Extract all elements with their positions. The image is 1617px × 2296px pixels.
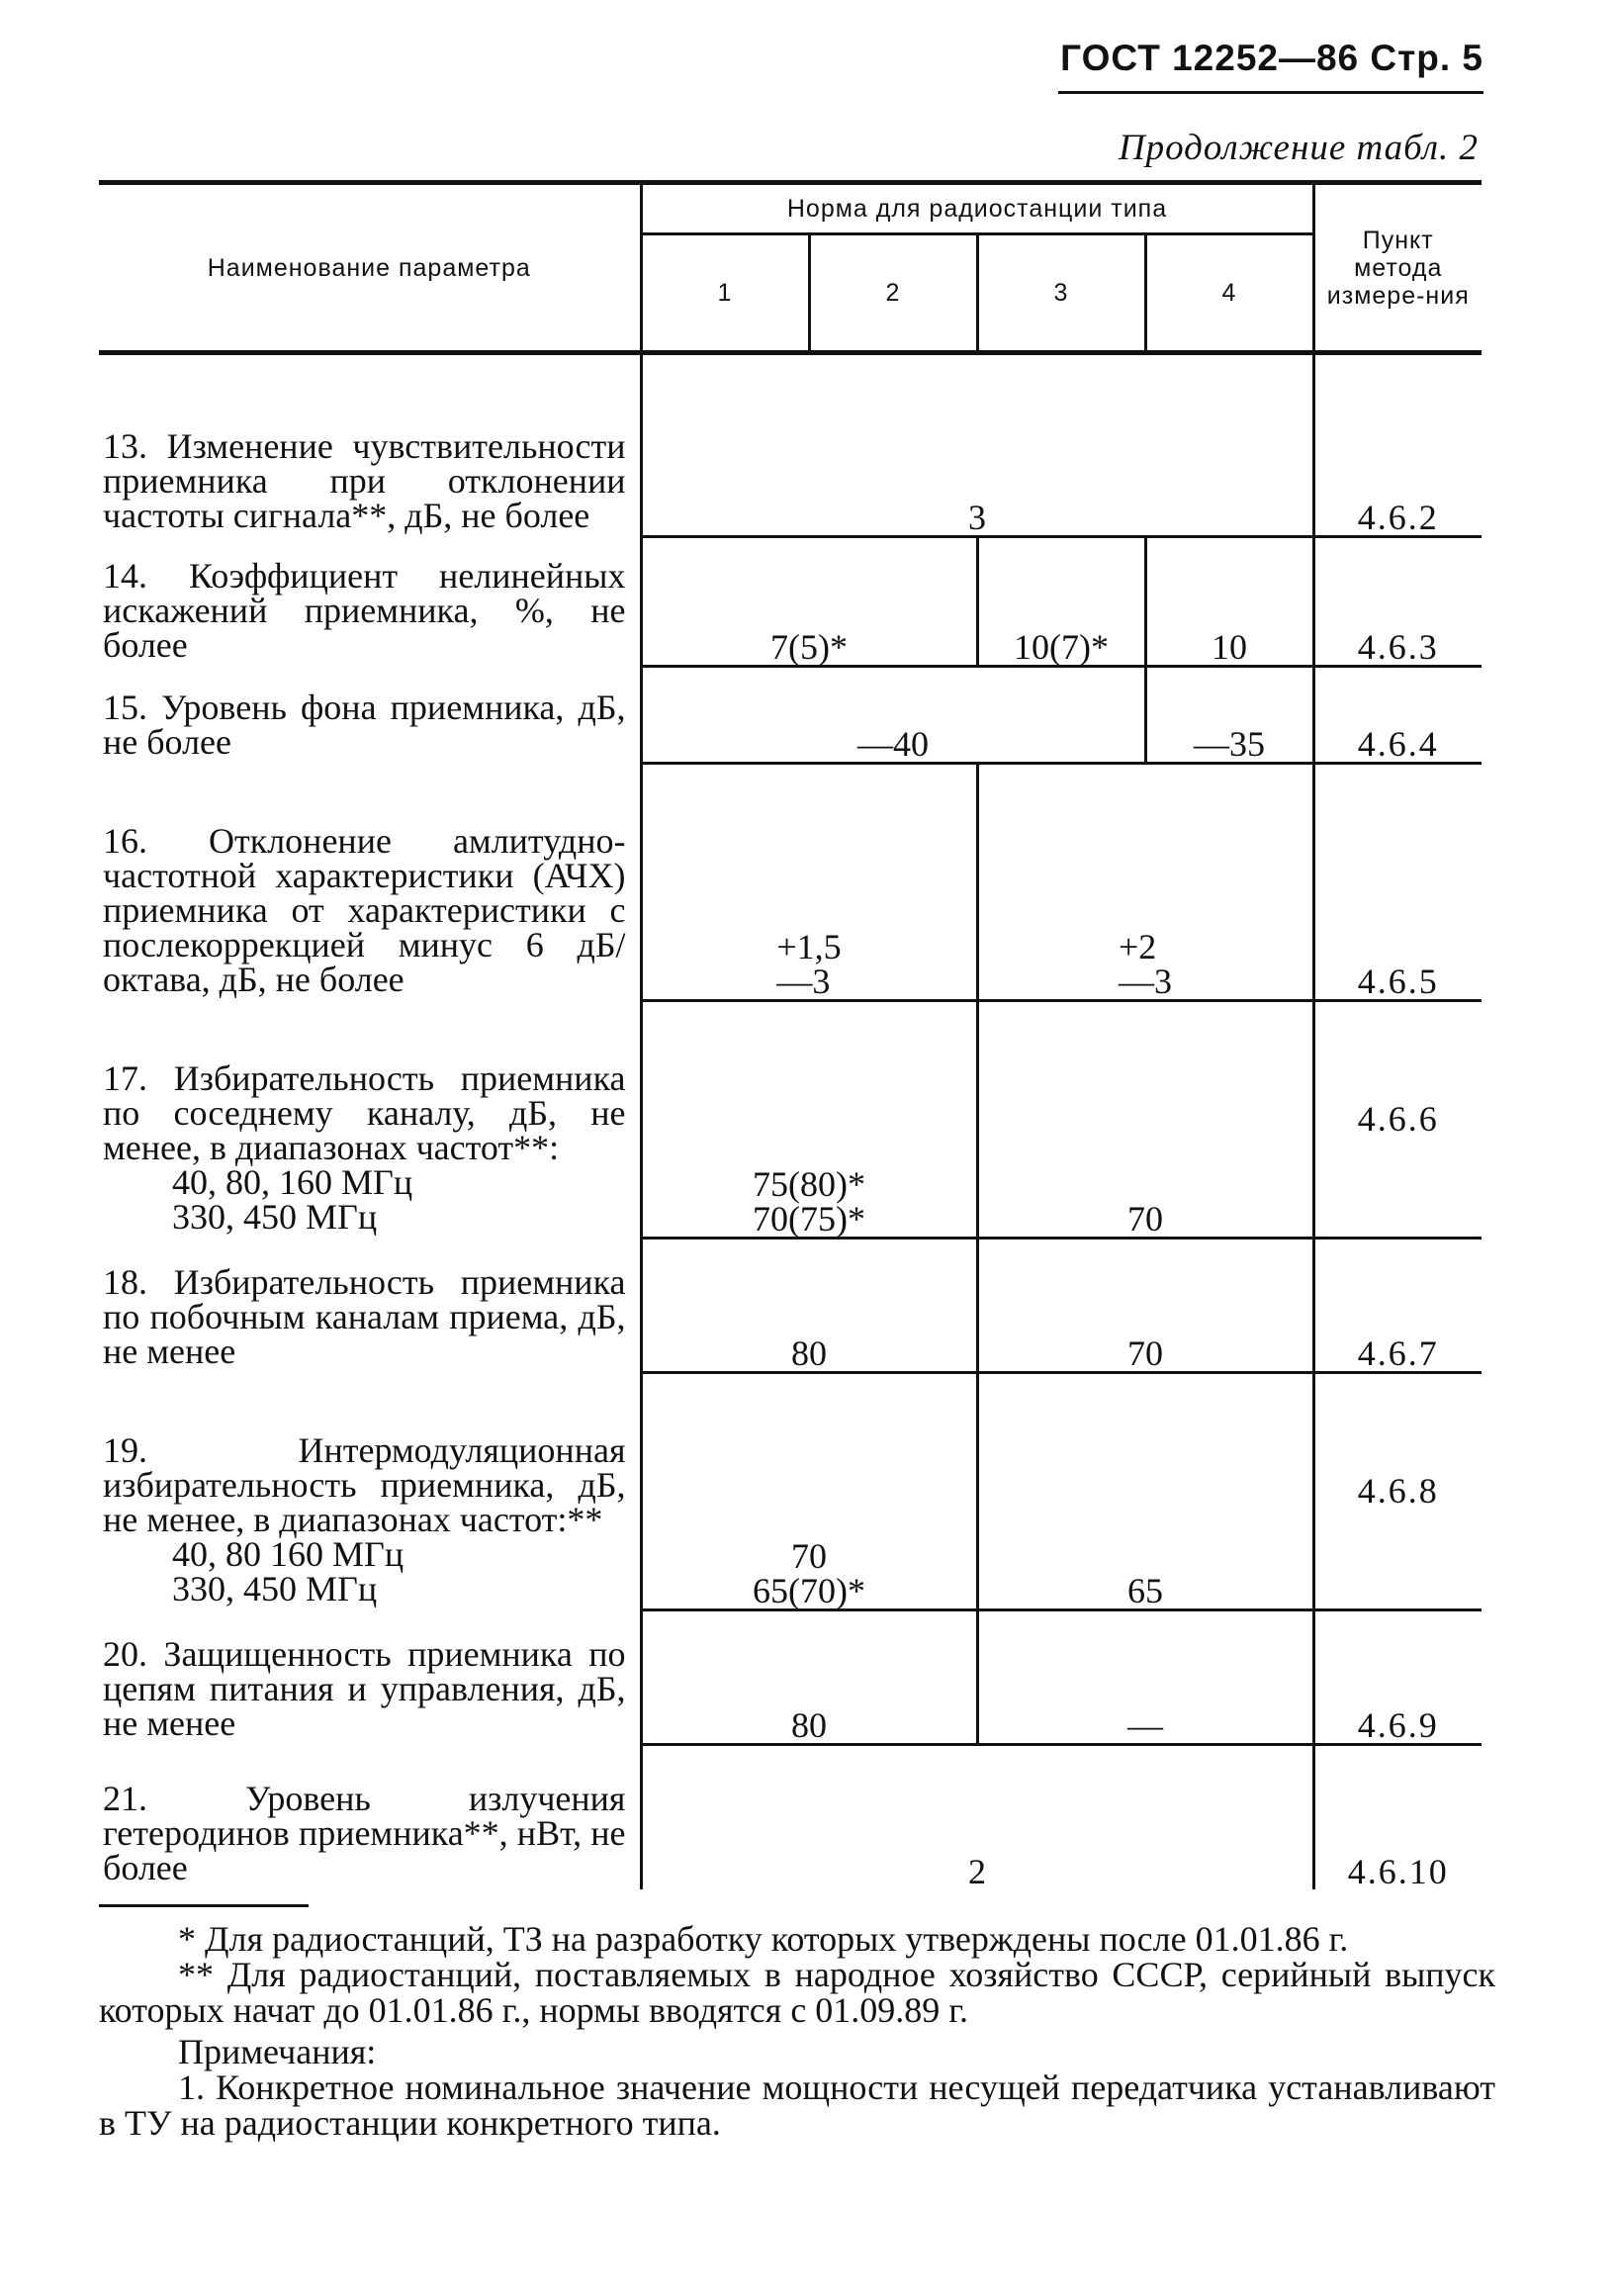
param-name: [99, 1001, 641, 1239]
footnotes: [99, 1904, 1495, 2141]
parameters-table: [99, 180, 1482, 1889]
footnote-2: ** Для радиостанций, поставляемых в народное хозяйство СССР, серийный выпуск которых начат до 01.01.86 г., нормы вводятся с 01.09.89 г.: [99, 1955, 1495, 2030]
param-name-text: 19. Интермодуляционная избирательность приемника, дБ, не менее, в диапазонах частот:**: [103, 1429, 626, 1539]
param-name: 16. Отклонение амлитудно-частотной характеристики (АЧХ) приемника от характеристики с послекоррекцией минус 6 дБ/октава, дБ, не более: [99, 764, 641, 1001]
param-value: 10(7)*: [977, 537, 1145, 667]
param-subrange: 330, 450 МГц: [172, 1568, 378, 1608]
param-value: 70: [977, 1239, 1313, 1373]
table-row: [99, 1373, 1482, 1610]
param-value: 10: [1145, 537, 1313, 667]
param-value: 80: [641, 1610, 977, 1745]
param-value: —: [977, 1610, 1313, 1745]
notes-title: Примечания:: [178, 2032, 377, 2071]
param-value: 70: [977, 1001, 1313, 1239]
tolerance-plus: +1,5: [776, 927, 842, 966]
param-name: 15. Уровень фона приемника, дБ, не более: [99, 667, 641, 764]
param-name: 18. Избирательность приемника по побочным каналам приема, дБ, не менее: [99, 1239, 641, 1373]
header-type-1: 1: [641, 234, 809, 353]
value-range-1: 70: [791, 1536, 827, 1576]
tolerance-minus: —3: [776, 962, 831, 1001]
method-ref: 4.6.2: [1313, 353, 1482, 537]
method-ref: 4.6.4: [1313, 667, 1482, 764]
table-row: [99, 764, 1482, 1001]
table-row: [99, 667, 1482, 764]
value-range-2: 65(70)*: [753, 1571, 865, 1610]
header-parameter-name: Наименование параметра: [99, 183, 641, 353]
header-norm: Норма для радиостанции типа: [641, 183, 1313, 234]
param-value: 2: [968, 1851, 986, 1891]
param-value: [641, 1001, 977, 1239]
header-method: Пункт метода измере-ния: [1313, 183, 1482, 353]
header-type-4: 4: [1145, 234, 1313, 353]
table-continuation-label: Продолжение табл. 2: [1118, 128, 1479, 168]
method-ref: 4.6.8: [1313, 1373, 1482, 1610]
method-ref: 4.6.5: [1313, 764, 1482, 1001]
method-ref: 4.6.7: [1313, 1239, 1482, 1373]
table-header-row: [99, 183, 1482, 234]
param-subrange: 40, 80 160 МГц: [172, 1533, 404, 1574]
header-type-3: 3: [977, 234, 1145, 353]
param-name: 20. Защищенность приемника по цепям питания и управления, дБ, не менее: [99, 1610, 641, 1745]
param-name-text: 17. Избирательность приемника по соседнему каналу, дБ, не менее, в диапазонах частот**:: [103, 1057, 626, 1167]
param-name: 21. Уровень излучения гетеродинов приемника**, нВт, не более: [99, 1745, 641, 1889]
method-ref: 4.6.9: [1313, 1610, 1482, 1745]
param-value: [977, 764, 1313, 1001]
note-1: 1. Конкретное номинальное значение мощности несущей передатчика устанавливают в ТУ на радиостанции конкретного типа.: [99, 2067, 1495, 2143]
table-row: [99, 1610, 1482, 1745]
method-ref: 4.6.3: [1313, 537, 1482, 667]
param-value: 3: [641, 353, 1313, 537]
footnote-rule: [99, 1904, 309, 1907]
param-name: [99, 1373, 641, 1610]
param-subrange: 40, 80, 160 МГц: [172, 1161, 413, 1202]
param-value: [641, 1373, 977, 1610]
header-rule: [1058, 91, 1483, 94]
method-ref: 4.6.6: [1313, 1001, 1482, 1239]
param-value: 7(5)*: [641, 537, 977, 667]
param-value: 65: [977, 1373, 1313, 1610]
value-range-1: 75(80)*: [753, 1164, 865, 1204]
tolerance-minus: —3: [1119, 962, 1172, 1001]
param-subrange: 330, 450 МГц: [172, 1196, 378, 1237]
method-ref: 4.6.10: [1313, 1745, 1482, 1889]
param-value: [641, 764, 977, 1001]
param-value: —35: [1145, 667, 1313, 764]
param-name: 13. Изменение чувствительности приемника при отклонении частоты сигнала**, дБ, не более: [99, 353, 641, 537]
header-type-2: 2: [809, 234, 977, 353]
value-range-2: 70(75)*: [753, 1199, 865, 1239]
table-row: [99, 1239, 1482, 1373]
table-row: [99, 1001, 1482, 1239]
table-row: [99, 1745, 1482, 1889]
gost-number: ГОСТ 12252—86 Стр. 5: [1060, 38, 1483, 78]
table-row: [99, 537, 1482, 667]
footnote-1: * Для радиостанций, ТЗ на разработку которых утверждены после 01.01.86 г.: [178, 1919, 1349, 1959]
table-row: [99, 353, 1482, 537]
param-name: 14. Коэффициент нелинейных искажений приемника, %, не более: [99, 537, 641, 667]
param-value: 80: [641, 1239, 977, 1373]
param-value: —40: [641, 667, 1145, 764]
tolerance-plus: +2: [1119, 927, 1157, 966]
